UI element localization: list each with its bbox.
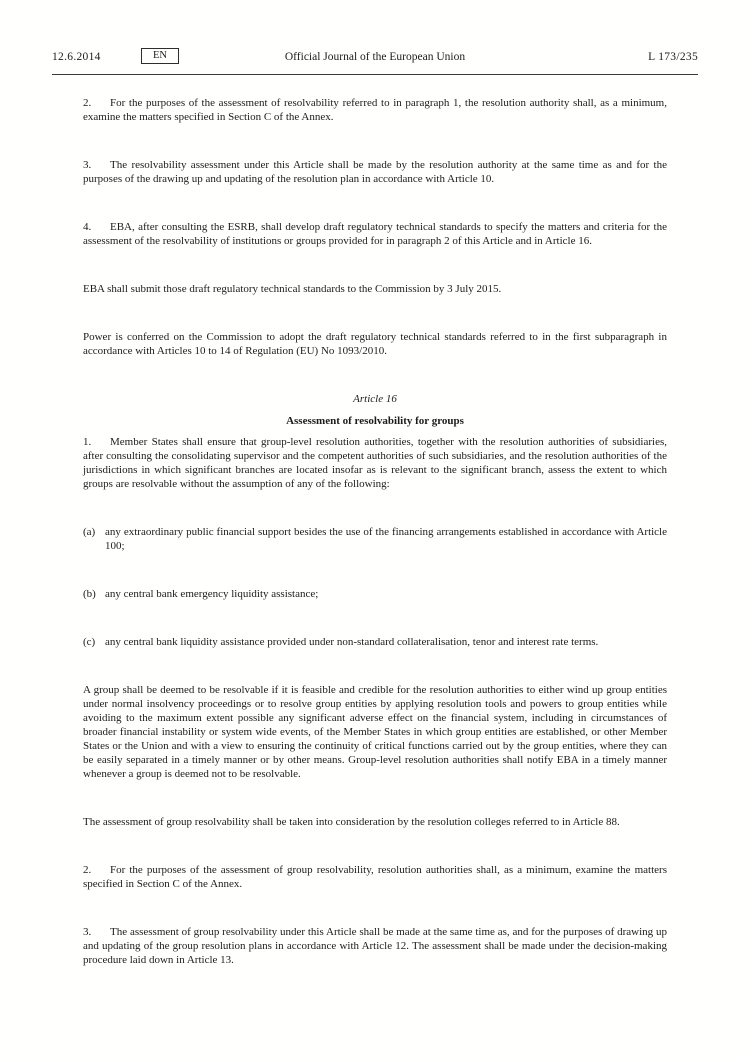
numbered-paragraph	[83, 158, 667, 186]
paragraph-text: The assessment of group resolvability under this Article shall be made at the same time as, and for the purposes of drawing up and updating of the group resolution plans in accordance with Article 12. The assessment shall be made under the decision-making procedure laid down in Article 13.	[83, 926, 667, 966]
list-item-marker: (a)	[83, 526, 96, 538]
list-item-marker: (b)	[83, 588, 96, 600]
numbered-paragraph	[83, 96, 667, 124]
paragraph: A group shall be deemed to be resolvable if it is feasible and credible for the resolution authorities to either wind up group entities under normal insolvency proceedings or to resolve group entities by applying resolution tools and powers to group entities while avoiding to the maximum extent possible any significant adverse effect on the financial system, including in circumstances of broader financial instability or system wide events, of the Member States in which group entities are established, or other Member States or the Union and with a view to ensuring the continuity of critical functions carried out by the group entities, where they can be easily separated in a timely manner or by other means. Group-level resolution authorities shall notify EBA in a timely manner whenever a group is deemed not to be resolvable.	[83, 684, 667, 780]
paragraph-text: Member States shall ensure that group-level resolution authorities, together with the resolution authorities of subsidiaries, after consulting the consolidating supervisor and the competent authorities of such subsidiaries, and the resolution authorities of the jurisdictions in which significant branches are located insofar as is relevant to the significant branch, assess the extent to which groups are resolvable without the assumption of any of the following:	[83, 436, 667, 490]
list-item-marker: (c)	[83, 636, 96, 648]
document-body	[83, 96, 667, 1001]
paragraph: EBA shall submit those draft regulatory technical standards to the Commission by 3 July 2015.	[83, 283, 502, 295]
article-number-heading: Article 16	[353, 393, 397, 405]
header-date: 12.6.2014	[52, 51, 101, 63]
paragraph-number: 3.	[83, 926, 92, 938]
list-item-text: any extraordinary public financial support besides the use of the financing arrangements established in accordance with Article 100;	[105, 526, 667, 552]
list-item	[83, 525, 667, 553]
paragraph-text: For the purposes of the assessment of resolvability referred to in paragraph 1, the resolution authority shall, as a minimum, examine the matters specified in Section C of the Annex.	[83, 97, 667, 123]
paragraph-text: EBA, after consulting the ESRB, shall develop draft regulatory technical standards to specify the matters and criteria for the assessment of the resolvability of institutions or groups provided for in paragraph 2 of this Article and in Article 16.	[83, 221, 667, 247]
paragraph-number: 4.	[83, 221, 92, 233]
article-title-heading: Assessment of resolvability for groups	[286, 415, 464, 427]
numbered-paragraph	[83, 863, 667, 891]
journal-title: Official Journal of the European Union	[284, 51, 466, 63]
numbered-paragraph	[83, 220, 667, 248]
numbered-paragraph	[83, 925, 667, 967]
language-badge: EN	[141, 48, 179, 64]
paragraph-number: 2.	[83, 864, 92, 876]
paragraph: The assessment of group resolvability shall be taken into consideration by the resolution colleges referred to in Article 88.	[83, 816, 620, 828]
numbered-paragraph	[83, 435, 667, 491]
paragraph-number: 2.	[83, 97, 92, 109]
paragraph-text: For the purposes of the assessment of group resolvability, resolution authorities shall, as a minimum, examine the matters specified in Section C of the Annex.	[83, 864, 667, 890]
paragraph-number: 3.	[83, 159, 92, 171]
paragraph: Power is conferred on the Commission to adopt the draft regulatory technical standards referred to in the first subparagraph in accordance with Articles 10 to 14 of Regulation (EU) No 1093/2010.	[83, 331, 667, 357]
paragraph-text: The resolvability assessment under this Article shall be made by the resolution authority at the same time as and for the purposes of the drawing up and updating of the resolution plan in accordance with Article 10.	[83, 159, 667, 185]
header-divider	[52, 74, 698, 75]
list-item-text: any central bank emergency liquidity assistance;	[105, 588, 319, 600]
page-header	[52, 48, 698, 68]
list-item	[83, 635, 667, 649]
list-item-text: any central bank liquidity assistance provided under non-standard collateralisation, tenor and interest rate terms.	[105, 636, 599, 648]
paragraph-number: 1.	[83, 436, 92, 448]
list-item	[83, 587, 667, 601]
page-reference: L 173/235	[648, 51, 698, 63]
